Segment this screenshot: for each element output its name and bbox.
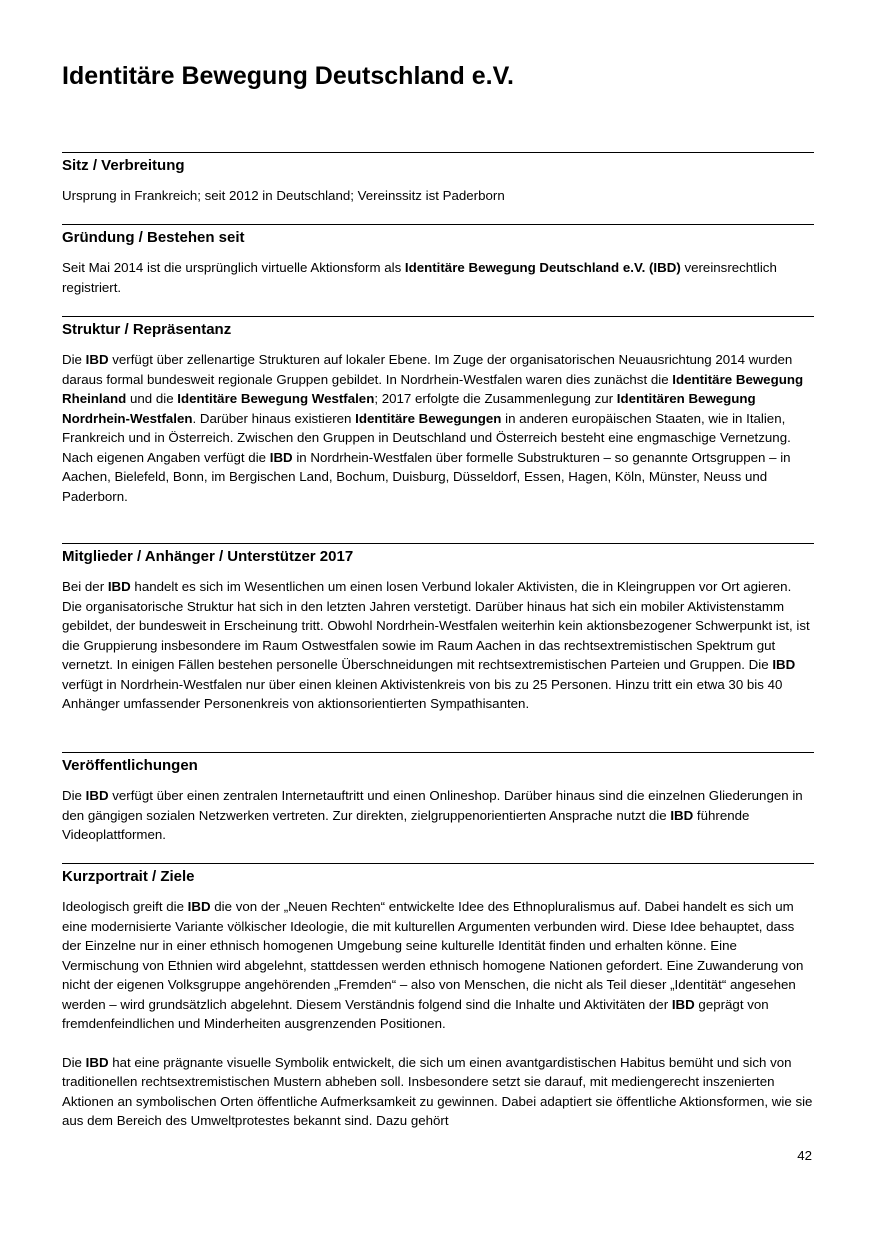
text-run: geprägt von fremdenfeindlichen und Minderheiten ausgrenzenden Positionen. [62, 996, 769, 1031]
section-body [62, 186, 814, 206]
bold-text: Identitären Bewegung Nordrhein-Westfalen [62, 391, 756, 426]
text-run: ; 2017 erfolgte die Zusammenlegung zur [374, 391, 617, 406]
bold-text: IBD [85, 1054, 109, 1070]
bold-text: IBD [772, 657, 796, 672]
paragraph [62, 786, 814, 845]
text-run: verfügt über zellenartige Strukturen auf lokaler Ebene. Im Zuge der organisatorischen Neuausrichtung 2014 wurden daraus formal bundesweit regionale Gruppen gebildet. In Nordrhein-Westfalen waren dies zunächst die [62, 352, 793, 387]
section-mitglieder [62, 543, 814, 714]
text-run: Seit Mai 2014 ist die ursprünglich virtuelle Aktionsform als [62, 260, 405, 275]
text-run: hat eine prägnante visuelle Symbolik entwickelt, die sich um einen avantgardistischen Habitus bemüht und sich von traditionellen rechtsextremistischen Mustern abheben soll. Insbesondere setzt sie darauf, mit mediengerecht inszenierten Aktionen an symbolischen Orten öffentliche Aufmerksamkeit zu gewinnen. Dabei adaptiert sie öffentliche Aktionsformen, wie sie aus dem Bereich des Umweltprotestes bekannt sind. Dazu gehört [62, 1054, 813, 1128]
section-heading: Kurzportrait / Ziele [62, 868, 195, 885]
paragraph [62, 186, 814, 206]
bold-text: IBD [85, 352, 109, 367]
bold-text: Identitäre Bewegung Rheinland [62, 371, 804, 406]
section-struktur [62, 316, 814, 506]
bold-text: IBD [107, 579, 131, 594]
bold-text: Identitäre Bewegung Deutschland e.V. (IBD) [404, 260, 681, 275]
text-run: vereinsrechtlich registriert. [62, 260, 777, 295]
page-number: 42 [797, 1148, 812, 1163]
bold-text: IBD [85, 788, 109, 803]
bold-text: IBD [670, 807, 694, 823]
section-heading: Sitz / Verbreitung [62, 157, 185, 174]
text-run: Die [62, 352, 86, 367]
paragraph [62, 350, 814, 448]
text-run: Nach eigenen Angaben verfügt die [62, 449, 270, 465]
section-heading: Struktur / Repräsentanz [62, 321, 232, 338]
text-run: Ideologisch greift die [62, 899, 188, 914]
text-run: in anderen europäischen Staaten, wie in Italien, Frankreich und in Österreich. Zwischen den Gruppen in Deutschland und Österreich besteht eine engmaschige Vernetzung. [62, 410, 791, 445]
text-run: verfügt in Nordrhein-Westfalen nur über einen kleinen Aktivistenkreis von bis zu 25 Personen. Hinzu tritt ein etwa 30 bis 40 Anhänger umfassender Personenkreis von aktionsorientierten Sympathisanten. [62, 676, 783, 711]
bold-text: Identitäre Bewegungen [355, 410, 502, 426]
bold-text: IBD [671, 996, 695, 1012]
section-heading: Mitglieder / Anhänger / Unterstützer 2017 [62, 548, 354, 565]
section-heading: Gründung / Bestehen seit [62, 229, 245, 246]
section-body [62, 350, 814, 506]
page-title: Identitäre Bewegung Deutschland e.V. [62, 62, 514, 90]
paragraph [62, 897, 814, 1034]
text-run: führende Videoplattformen. [62, 807, 750, 842]
paragraph [62, 448, 814, 507]
section-body [62, 897, 814, 1131]
section-veroeffentlichungen [62, 752, 814, 845]
text-run: in Nordrhein-Westfalen über formelle Substrukturen – so genannte Ortsgruppen – in Aachen, Bielefeld, Bonn, im Bergischen Land, Bochum, Duisburg, Düsseldorf, Essen, Hagen, Köln, Münster, Neuss und Paderborn. [62, 449, 791, 504]
text-run: und die [126, 391, 178, 406]
text-run: Bei der [62, 579, 108, 594]
paragraph [62, 577, 814, 714]
section-body [62, 258, 814, 297]
paragraph [62, 1053, 814, 1131]
text-run: handelt es sich im Wesentlichen um einen losen Verbund lokaler Aktivisten, die in Kleingruppen vor Ort agieren. Die organisatorische Struktur hat sich in den letzten Jahren verstetigt. Darüber hinaus hat sich ein mobiler Aktivistenstamm gebildet, der bundesweit in Erscheinung tritt. Obwohl Nordrhein-Westfalen weiterhin kein aktionsbezogener Schwerpunkt ist, ist die Gruppierung insbesondere im Raum Ostwestfalen sowie im Raum Aachen in das rechtsextremistischen Spektrum gut vernetzt. In einigen Fällen bestehen personelle Überschneidungen mit rechtsextremistischen Parteien und Gruppen. Die [62, 579, 810, 672]
text-run: verfügt über einen zentralen Internetauftritt und einen Onlineshop. Darüber hinaus sind die einzelnen Gliederungen in den gängigen sozialen Netzwerken vertreten. Zur direkten, zielgruppenorientierten Ansprache nutzt die [62, 788, 803, 823]
bold-text: IBD [187, 899, 211, 914]
bold-text: IBD [269, 449, 293, 465]
text-run: Die [62, 788, 86, 803]
bold-text: Identitäre Bewegung Westfalen [177, 391, 375, 406]
section-kurzportrait [62, 863, 814, 1131]
section-heading: Veröffentlichungen [62, 757, 198, 774]
section-gruendung [62, 224, 814, 297]
section-body [62, 786, 814, 845]
text-run: Ursprung in Frankreich; seit 2012 in Deutschland; Vereinssitz ist Paderborn [62, 188, 505, 203]
text-run: die von der „Neuen Rechten“ entwickelte Idee des Ethnopluralismus auf. Dabei handelt es sich um eine modernisierte Variante völkischer Ideologie, die mit kulturellen Argumenten verbunden wird. Diese Idee behauptet, dass der Einzelne nur in einer ethnisch homogenen Umgebung seine kulturelle Identität finden und erhalten könne. Eine Vermischung von Ethnien wird abgelehnt, stattdessen werden ethnisch homogene Nationen gefordert. Eine Zuwanderung von nicht der eigenen Volksgruppe angehörenden „Fremden“ – also von Menschen, die nicht als Teil dieser „Identität“ angesehen werden – wird grundsätzlich abgelehnt. Diesem Verständnis folgend sind die Inhalte und Aktivitäten der [62, 899, 804, 1012]
paragraph [62, 258, 814, 297]
text-run: . Darüber hinaus existieren [192, 410, 356, 426]
section-sitz [62, 152, 814, 206]
text-run: Die [62, 1054, 86, 1070]
section-body [62, 577, 814, 714]
